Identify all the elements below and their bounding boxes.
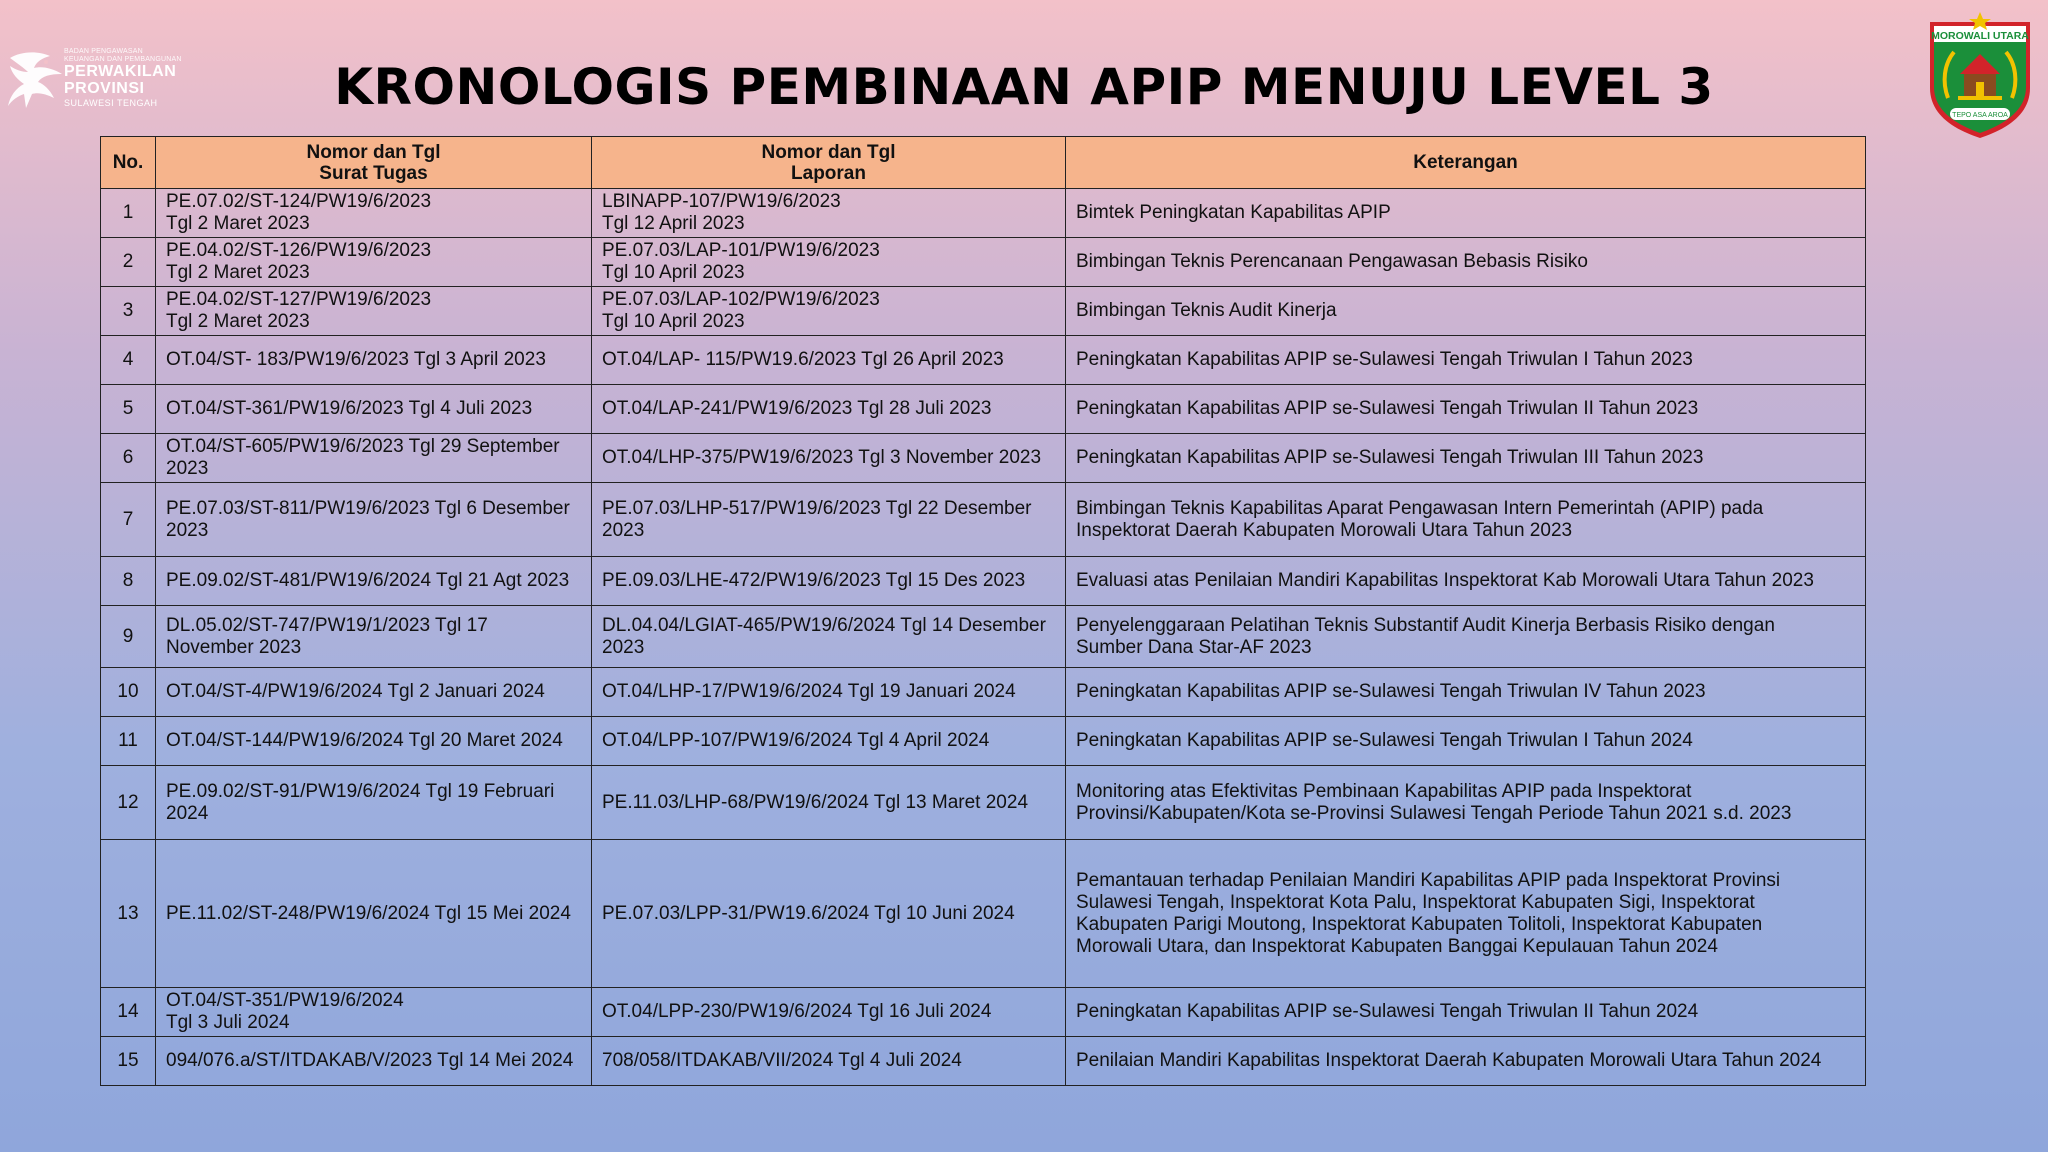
cell-laporan: [592, 238, 1066, 287]
cell-no: 3: [101, 287, 156, 336]
cell-laporan-line: PE.07.03/LAP-102/PW19/6/2023: [602, 289, 880, 310]
table-row: [101, 557, 1866, 606]
cell-no: 13: [101, 840, 156, 988]
header-no: No.: [101, 137, 156, 189]
kronologis-table-container: [100, 136, 1865, 1086]
cell-laporan: [592, 483, 1066, 557]
emblem-top-text: MOROWALI UTARA: [1931, 30, 2029, 42]
cell-no: 15: [101, 1037, 156, 1086]
cell-surat-tugas: [156, 336, 592, 385]
cell-keterangan: [1066, 717, 1866, 766]
cell-no: 2: [101, 238, 156, 287]
cell-keterangan-line: Bimbingan Teknis Perencanaan Pengawasan Bebasis Risiko: [1076, 251, 1588, 272]
cell-no: 1: [101, 189, 156, 238]
cell-laporan: [592, 840, 1066, 988]
cell-surat-tugas-line: PE.09.02/ST-481/PW19/6/2024 Tgl 21 Agt 2023: [166, 570, 570, 591]
cell-keterangan-line: Bimtek Peningkatan Kapabilitas APIP: [1076, 202, 1391, 223]
cell-laporan: [592, 988, 1066, 1037]
cell-surat-tugas: [156, 668, 592, 717]
cell-surat-tugas-line: 2023: [166, 458, 209, 479]
cell-keterangan: [1066, 483, 1866, 557]
cell-no: 12: [101, 766, 156, 840]
header-surat-line-2: Surat Tugas: [319, 162, 428, 184]
cell-keterangan-line: Peningkatan Kapabilitas APIP se-Sulawesi Tengah Triwulan I Tahun 2024: [1076, 730, 1693, 751]
cell-surat-tugas-line: 2024: [166, 802, 209, 824]
cell-laporan-line: LBINAPP-107/PW19/6/2023: [602, 191, 841, 212]
cell-keterangan: [1066, 557, 1866, 606]
cell-laporan-line: OT.04/LAP- 115/PW19.6/2023 Tgl 26 April 2023: [602, 349, 1004, 370]
cell-keterangan-line: Penilaian Mandiri Kapabilitas Inspektorat Daerah Kabupaten Morowali Utara Tahun 2024: [1076, 1050, 1822, 1071]
table-row: [101, 434, 1866, 483]
table-row: [101, 766, 1866, 840]
cell-surat-tugas: [156, 988, 592, 1037]
cell-keterangan: [1066, 1037, 1866, 1086]
cell-surat-tugas-line: November 2023: [166, 636, 302, 658]
org-small-line-1: BADAN PENGAWASAN: [64, 48, 143, 55]
cell-surat-tugas: [156, 287, 592, 336]
cell-laporan-line: 2023: [602, 519, 645, 541]
cell-surat-tugas-line: PE.09.02/ST-91/PW19/6/2024 Tgl 19 Februari: [166, 780, 555, 802]
cell-laporan: [592, 434, 1066, 483]
cell-keterangan-line: Sumber Dana Star-AF 2023: [1076, 636, 1312, 658]
cell-laporan-line: PE.07.03/LAP-101/PW19/6/2023: [602, 240, 880, 261]
cell-keterangan-line: Bimbingan Teknis Kapabilitas Aparat Pengawasan Intern Pemerintah (APIP) pada: [1076, 497, 1764, 519]
cell-keterangan-line: Monitoring atas Efektivitas Pembinaan Kapabilitas APIP pada Inspektorat: [1076, 780, 1692, 802]
cell-surat-tugas-line: PE.07.03/ST-811/PW19/6/2023 Tgl 6 Desember: [166, 497, 570, 519]
cell-laporan-line: PE.11.03/LHP-68/PW19/6/2024 Tgl 13 Maret 2024: [602, 791, 1029, 813]
cell-laporan-line: Tgl 10 April 2023: [602, 262, 745, 283]
cell-keterangan: [1066, 287, 1866, 336]
table-row: [101, 1037, 1866, 1086]
org-name-line-1: PERWAKILAN: [64, 63, 177, 80]
cell-laporan: [592, 668, 1066, 717]
table-row: [101, 717, 1866, 766]
cell-surat-tugas-line: OT.04/ST-351/PW19/6/2024: [166, 990, 404, 1011]
cell-surat-tugas-line: PE.11.02/ST-248/PW19/6/2024 Tgl 15 Mei 2024: [166, 902, 571, 924]
table-row: [101, 483, 1866, 557]
cell-surat-tugas-line: 094/076.a/ST/ITDAKAB/V/2023 Tgl 14 Mei 2024: [166, 1050, 574, 1071]
cell-surat-tugas-line: PE.04.02/ST-127/PW19/6/2023: [166, 289, 432, 310]
header-surat-tugas: [156, 137, 592, 189]
table-row: [101, 385, 1866, 434]
table-row: [101, 840, 1866, 988]
cell-laporan: [592, 189, 1066, 238]
table-row: [101, 189, 1866, 238]
cell-keterangan-line: Peningkatan Kapabilitas APIP se-Sulawesi Tengah Triwulan II Tahun 2024: [1076, 1001, 1699, 1022]
cell-laporan: [592, 717, 1066, 766]
cell-surat-tugas-line: Tgl 3 Juli 2024: [166, 1012, 290, 1033]
cell-laporan-line: 708/058/ITDAKAB/VII/2024 Tgl 4 Juli 2024: [602, 1050, 962, 1071]
cell-surat-tugas-line: OT.04/ST- 183/PW19/6/2023 Tgl 3 April 2023: [166, 349, 546, 370]
cell-laporan-line: Tgl 10 April 2023: [602, 311, 745, 332]
cell-laporan-line: OT.04/LHP-17/PW19/6/2024 Tgl 19 Januari 2024: [602, 681, 1016, 702]
cell-keterangan: [1066, 189, 1866, 238]
cell-laporan: [592, 385, 1066, 434]
table-row: [101, 988, 1866, 1037]
table-row: [101, 668, 1866, 717]
cell-keterangan-line: Pemantauan terhadap Penilaian Mandiri Kapabilitas APIP pada Inspektorat Provinsi: [1076, 869, 1781, 891]
table-body: [101, 189, 1866, 1086]
cell-keterangan-line: Peningkatan Kapabilitas APIP se-Sulawesi Tengah Triwulan I Tahun 2023: [1076, 349, 1693, 370]
cell-surat-tugas: [156, 840, 592, 988]
cell-surat-tugas-line: DL.05.02/ST-747/PW19/1/2023 Tgl 17: [166, 614, 488, 636]
cell-keterangan: [1066, 988, 1866, 1037]
cell-keterangan-line: Peningkatan Kapabilitas APIP se-Sulawesi Tengah Triwulan II Tahun 2023: [1076, 398, 1699, 419]
cell-keterangan-line: Bimbingan Teknis Audit Kinerja: [1076, 300, 1337, 321]
cell-keterangan-line: Morowali Utara, dan Inspektorat Kabupaten Banggai Kepulauan Tahun 2024: [1076, 935, 1718, 957]
cell-no: 10: [101, 668, 156, 717]
table-row: [101, 287, 1866, 336]
cell-surat-tugas-line: Tgl 2 Maret 2023: [166, 262, 310, 283]
cell-surat-tugas: [156, 189, 592, 238]
cell-surat-tugas: [156, 483, 592, 557]
cell-laporan: [592, 1037, 1066, 1086]
cell-laporan-line: PE.07.03/LPP-31/PW19.6/2024 Tgl 10 Juni 2024: [602, 902, 1015, 924]
page-title: KRONOLOGIS PEMBINAAN APIP MENUJU LEVEL 3: [334, 58, 1714, 116]
header-keterangan: Keterangan: [1066, 137, 1866, 189]
cell-laporan: [592, 606, 1066, 668]
header-laporan-line-1: Nomor dan Tgl: [761, 141, 896, 163]
cell-surat-tugas-line: PE.07.02/ST-124/PW19/6/2023: [166, 191, 432, 212]
cell-surat-tugas: [156, 385, 592, 434]
cell-surat-tugas-line: PE.04.02/ST-126/PW19/6/2023: [166, 240, 432, 261]
cell-surat-tugas-line: OT.04/ST-4/PW19/6/2024 Tgl 2 Januari 2024: [166, 681, 545, 702]
cell-laporan-line: OT.04/LAP-241/PW19/6/2023 Tgl 28 Juli 2023: [602, 398, 992, 419]
org-name-line-2: PROVINSI: [64, 80, 145, 97]
cell-keterangan-line: Peningkatan Kapabilitas APIP se-Sulawesi Tengah Triwulan III Tahun 2023: [1076, 447, 1704, 468]
cell-surat-tugas: [156, 434, 592, 483]
cell-keterangan: [1066, 766, 1866, 840]
header-laporan-line-2: Laporan: [791, 162, 866, 184]
cell-no: 6: [101, 434, 156, 483]
cell-laporan: [592, 557, 1066, 606]
cell-laporan-line: 2023: [602, 636, 645, 658]
cell-surat-tugas: [156, 717, 592, 766]
cell-keterangan: [1066, 668, 1866, 717]
emblem-bottom-text: TEPO ASA AROA: [1952, 112, 2008, 119]
cell-laporan-line: OT.04/LPP-107/PW19/6/2024 Tgl 4 April 2024: [602, 730, 990, 751]
cell-surat-tugas-line: OT.04/ST-361/PW19/6/2023 Tgl 4 Juli 2023: [166, 398, 533, 419]
cell-surat-tugas-line: 2023: [166, 519, 209, 541]
cell-keterangan-line: Sulawesi Tengah, Inspektorat Kota Palu, Inspektorat Kabupaten Sigi, Inspektorat: [1076, 891, 1755, 913]
cell-keterangan: [1066, 840, 1866, 988]
table-header-row: [101, 137, 1866, 189]
cell-keterangan-line: Evaluasi atas Penilaian Mandiri Kapabilitas Inspektorat Kab Morowali Utara Tahun 2023: [1076, 570, 1814, 591]
cell-laporan: [592, 336, 1066, 385]
cell-surat-tugas-line: Tgl 2 Maret 2023: [166, 213, 310, 234]
table-row: [101, 238, 1866, 287]
cell-surat-tugas: [156, 557, 592, 606]
cell-keterangan-line: Kabupaten Parigi Moutong, Inspektorat Kabupaten Tolitoli, Inspektorat Kabupaten: [1076, 913, 1763, 935]
cell-keterangan: [1066, 606, 1866, 668]
cell-keterangan: [1066, 238, 1866, 287]
cell-keterangan: [1066, 434, 1866, 483]
table-row: [101, 336, 1866, 385]
org-region: SULAWESI TENGAH: [64, 98, 158, 108]
cell-laporan: [592, 766, 1066, 840]
header-surat-line-1: Nomor dan Tgl: [306, 141, 441, 163]
cell-laporan-line: Tgl 12 April 2023: [602, 213, 745, 234]
org-small-line-2: KEUANGAN DAN PEMBANGUNAN: [64, 56, 182, 63]
cell-surat-tugas: [156, 1037, 592, 1086]
cell-keterangan: [1066, 336, 1866, 385]
cell-no: 11: [101, 717, 156, 766]
header-laporan: [592, 137, 1066, 189]
cell-surat-tugas-line: OT.04/ST-144/PW19/6/2024 Tgl 20 Maret 2024: [166, 730, 563, 751]
table-row: [101, 606, 1866, 668]
cell-laporan-line: PE.07.03/LHP-517/PW19/6/2023 Tgl 22 Desember: [602, 497, 1032, 519]
cell-keterangan-line: Inspektorat Daerah Kabupaten Morowali Utara Tahun 2023: [1076, 519, 1573, 541]
cell-keterangan-line: Provinsi/Kabupaten/Kota se-Provinsi Sulawesi Tengah Periode Tahun 2021 s.d. 2023: [1076, 802, 1792, 824]
cell-surat-tugas: [156, 238, 592, 287]
cell-keterangan-line: Peningkatan Kapabilitas APIP se-Sulawesi Tengah Triwulan IV Tahun 2023: [1076, 681, 1706, 702]
cell-surat-tugas: [156, 606, 592, 668]
cell-no: 14: [101, 988, 156, 1037]
cell-laporan-line: DL.04.04/LGIAT-465/PW19/6/2024 Tgl 14 Desember: [602, 614, 1046, 636]
cell-laporan: [592, 287, 1066, 336]
cell-no: 5: [101, 385, 156, 434]
cell-laporan-line: OT.04/LHP-375/PW19/6/2023 Tgl 3 November 2023: [602, 447, 1042, 468]
cell-no: 8: [101, 557, 156, 606]
cell-laporan-line: OT.04/LPP-230/PW19/6/2024 Tgl 16 Juli 2024: [602, 1001, 992, 1022]
cell-no: 4: [101, 336, 156, 385]
kronologis-table: [100, 136, 1866, 1086]
cell-no: 9: [101, 606, 156, 668]
cell-keterangan: [1066, 385, 1866, 434]
cell-laporan-line: PE.09.03/LHE-472/PW19/6/2023 Tgl 15 Des 2023: [602, 570, 1026, 591]
cell-surat-tugas: [156, 766, 592, 840]
cell-keterangan-line: Penyelenggaraan Pelatihan Teknis Substantif Audit Kinerja Berbasis Risiko dengan: [1076, 614, 1775, 636]
cell-no: 7: [101, 483, 156, 557]
cell-surat-tugas-line: Tgl 2 Maret 2023: [166, 311, 310, 332]
cell-surat-tugas-line: OT.04/ST-605/PW19/6/2023 Tgl 29 September: [166, 436, 560, 457]
